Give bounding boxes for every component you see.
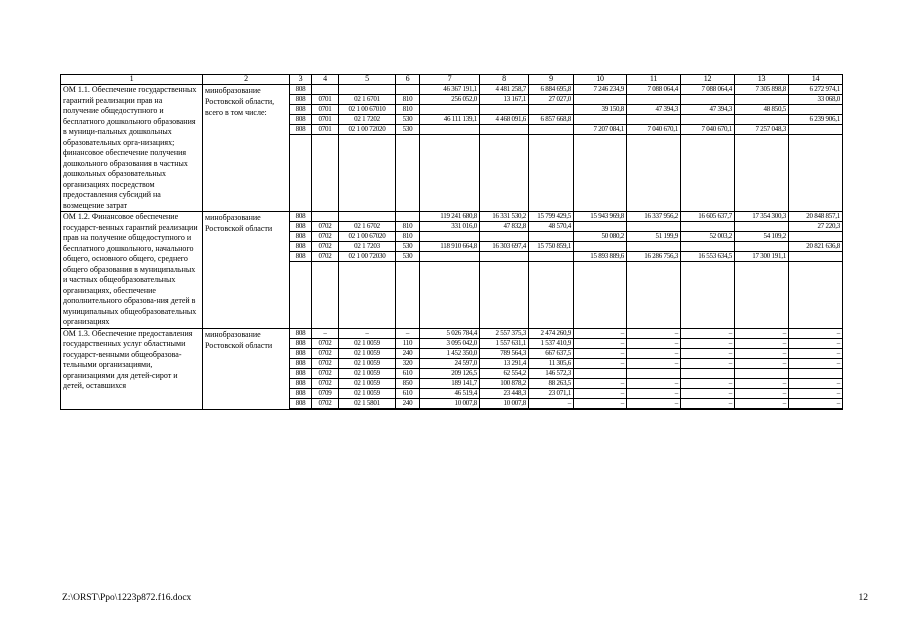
column-number: 8 [480, 75, 529, 85]
table-cell: – [735, 358, 789, 368]
table-cell: 02 1 0059 [339, 368, 396, 378]
empty-cell [574, 408, 627, 409]
table-cell [480, 125, 529, 135]
table-cell: 240 [396, 348, 420, 358]
footer-file-path: Z:\ORST\Ppo\1223p872.f16.docx [62, 593, 192, 603]
table-cell: 16 605 637,7 [681, 212, 735, 222]
table-cell: 808 [290, 242, 312, 252]
table-cell: 13 291,4 [480, 358, 529, 368]
table-cell: – [396, 328, 420, 338]
table-cell: 808 [290, 252, 312, 262]
column-number: 9 [529, 75, 574, 85]
table-cell: 6 884 695,8 [529, 85, 574, 95]
table-cell: 1 452 350,0 [420, 348, 480, 358]
table-cell: 808 [290, 232, 312, 242]
table-cell: 1 537 410,9 [529, 338, 574, 348]
table-cell: 11 305,6 [529, 358, 574, 368]
column-number: 4 [312, 75, 339, 85]
table-cell: – [339, 328, 396, 338]
table-cell: 10 007,8 [480, 398, 529, 408]
table-cell: 6 857 668,8 [529, 115, 574, 125]
empty-cell [396, 408, 420, 409]
table-cell: – [735, 378, 789, 388]
table-cell [681, 222, 735, 232]
empty-cell [735, 408, 789, 409]
table-cell: – [627, 358, 681, 368]
table-cell: 808 [290, 85, 312, 95]
table-cell: 6 239 906,1 [789, 115, 843, 125]
table-cell: 02 1 7202 [339, 115, 396, 125]
table-cell: 189 141,7 [420, 378, 480, 388]
table-cell: – [627, 338, 681, 348]
table-cell [312, 85, 339, 95]
table-cell: 808 [290, 368, 312, 378]
empty-cell [480, 408, 529, 409]
empty-cell [529, 135, 574, 212]
table-cell: – [735, 338, 789, 348]
table-cell [681, 115, 735, 125]
table-cell: 3 095 042,0 [420, 338, 480, 348]
table-cell [339, 212, 396, 222]
table-cell: 808 [290, 105, 312, 115]
table-cell: 530 [396, 242, 420, 252]
column-number: 14 [789, 75, 843, 85]
empty-cell [574, 262, 627, 329]
table-cell: 7 088 064,4 [681, 85, 735, 95]
table-cell: – [627, 398, 681, 408]
table-cell: 02 1 0059 [339, 348, 396, 358]
executor-cell: минобразование Ростовской области [203, 212, 290, 329]
empty-cell [789, 408, 843, 409]
table-cell: 0702 [312, 252, 339, 262]
table-cell: – [735, 388, 789, 398]
empty-cell [574, 135, 627, 212]
table-cell [574, 95, 627, 105]
table-cell: 0702 [312, 242, 339, 252]
table-cell: 5 026 784,4 [420, 328, 480, 338]
table-cell [574, 222, 627, 232]
measure-description: ОМ 1.1. Обеспечение государственных гарантий реализации прав на получение общедоступного и бесплатного дошкольного образования в муници-пальных дошкольных образовательных орга-низациях; финансовое обеспечение получения дошкольного образования в частных дошкольных образовательных организациях посредством предоставления субсидий на возмещение затрат [61, 85, 203, 212]
table-cell: 789 564,3 [480, 348, 529, 358]
empty-cell [789, 262, 843, 329]
table-cell: 810 [396, 222, 420, 232]
table-cell [735, 242, 789, 252]
header-row [61, 75, 843, 85]
table-cell [789, 125, 843, 135]
table-cell [735, 368, 789, 378]
column-number: 5 [339, 75, 396, 85]
empty-cell [339, 408, 396, 409]
table-cell: 48 570,4 [529, 222, 574, 232]
table-cell: 530 [396, 125, 420, 135]
measure-description: ОМ 1.3. Обеспечение предоставления государственных услуг областными государст-венными общеобразова-тельными организациями, организациями для детей-сирот и детей, оставшихся [61, 328, 203, 409]
table-cell [627, 368, 681, 378]
column-number: 3 [290, 75, 312, 85]
table-cell: 808 [290, 358, 312, 368]
table-cell: 39 150,8 [574, 105, 627, 115]
table-cell: 27 220,3 [789, 222, 843, 232]
table-cell: 0702 [312, 348, 339, 358]
table-cell: 331 016,0 [420, 222, 480, 232]
table-cell [681, 368, 735, 378]
page-number: 12 [858, 593, 868, 603]
table-cell: – [627, 348, 681, 358]
table-cell: 7 305 898,8 [735, 85, 789, 95]
empty-cell [290, 262, 312, 329]
table-cell: – [574, 348, 627, 358]
table-cell: 16 337 956,2 [627, 212, 681, 222]
table-cell: 16 553 634,5 [681, 252, 735, 262]
table-cell [681, 242, 735, 252]
table-cell: 0701 [312, 125, 339, 135]
table-cell: 51 199,9 [627, 232, 681, 242]
table-cell: 0702 [312, 368, 339, 378]
table-cell: – [574, 388, 627, 398]
table-cell: – [574, 358, 627, 368]
table-cell: 7 257 048,3 [735, 125, 789, 135]
table-cell [789, 232, 843, 242]
table-cell: 808 [290, 115, 312, 125]
table-cell [574, 242, 627, 252]
table-cell: – [789, 328, 843, 338]
empty-cell [290, 408, 312, 409]
table-cell: 100 878,2 [480, 378, 529, 388]
empty-cell [420, 408, 480, 409]
empty-cell [529, 408, 574, 409]
table-cell: 46 367 191,1 [420, 85, 480, 95]
table-cell: 10 007,8 [420, 398, 480, 408]
table-cell: – [574, 378, 627, 388]
table-cell: 54 109,2 [735, 232, 789, 242]
table-cell: 88 263,5 [529, 378, 574, 388]
table-cell: 20 848 857,1 [789, 212, 843, 222]
table-cell: 0702 [312, 378, 339, 388]
table-cell: 256 052,0 [420, 95, 480, 105]
table-cell [480, 232, 529, 242]
table-row [61, 85, 843, 95]
table-cell: 4 481 258,7 [480, 85, 529, 95]
table-cell: – [735, 348, 789, 358]
table-cell [420, 232, 480, 242]
table-cell: 02 1 0059 [339, 358, 396, 368]
table-cell [681, 95, 735, 105]
table-cell: 17 300 191,1 [735, 252, 789, 262]
table-cell [574, 368, 627, 378]
empty-cell [339, 262, 396, 329]
empty-cell [420, 135, 480, 212]
empty-cell [312, 408, 339, 409]
empty-cell [339, 135, 396, 212]
table-cell: 47 394,3 [681, 105, 735, 115]
table-cell: – [735, 398, 789, 408]
table-cell: 610 [396, 388, 420, 398]
measure-description: ОМ 1.2. Финансовое обеспечение государст-венных гарантий реализации прав на получение общедоступного и бесплатного дошкольного, начального общего, основного общего, среднего общего образования в муниципальных и частных общеобразовательных организациях, обеспечение дополнительного образова-ния детей в муниципальных общеобразовательных организациях [61, 212, 203, 329]
table-cell [627, 115, 681, 125]
table-cell: 02 1 6702 [339, 222, 396, 232]
table-cell: 808 [290, 398, 312, 408]
table-cell: 808 [290, 328, 312, 338]
table-cell: – [789, 358, 843, 368]
table-cell: 15 799 429,5 [529, 212, 574, 222]
table-row [61, 328, 843, 338]
empty-cell [735, 135, 789, 212]
table-cell [735, 115, 789, 125]
table-cell: 209 126,5 [420, 368, 480, 378]
table-cell: – [789, 338, 843, 348]
executor-cell: минобразование Ростовской области [203, 328, 290, 409]
table-cell: 02 1 5801 [339, 398, 396, 408]
column-number: 13 [735, 75, 789, 85]
table-cell: 850 [396, 378, 420, 388]
table-cell [529, 125, 574, 135]
table-cell: 0702 [312, 358, 339, 368]
table-cell: 0702 [312, 338, 339, 348]
table-cell: 7 040 670,1 [681, 125, 735, 135]
table-cell: – [627, 378, 681, 388]
empty-cell [735, 262, 789, 329]
table-cell: – [789, 348, 843, 358]
table-cell: 119 241 680,8 [420, 212, 480, 222]
table-cell: 02 1 6701 [339, 95, 396, 105]
executor-cell: минобразование Ростовской области, всего в том числе: [203, 85, 290, 212]
empty-cell [396, 262, 420, 329]
table-cell: 610 [396, 368, 420, 378]
table-cell: – [789, 388, 843, 398]
table-cell: – [574, 398, 627, 408]
table-cell: 02 1 0059 [339, 388, 396, 398]
table-cell: – [681, 388, 735, 398]
table-cell: 33 068,0 [789, 95, 843, 105]
column-number: 2 [203, 75, 290, 85]
table-cell: 808 [290, 95, 312, 105]
empty-cell [480, 262, 529, 329]
table-cell [312, 212, 339, 222]
table-cell: 808 [290, 388, 312, 398]
empty-cell [681, 135, 735, 212]
table-cell: 47 394,3 [627, 105, 681, 115]
budget-table [60, 74, 843, 410]
table-cell: 810 [396, 232, 420, 242]
table-cell: 0702 [312, 222, 339, 232]
table-cell: 20 821 636,8 [789, 242, 843, 252]
table-cell [529, 105, 574, 115]
column-number: 6 [396, 75, 420, 85]
table-cell: 0702 [312, 398, 339, 408]
empty-cell [627, 262, 681, 329]
empty-cell [789, 135, 843, 212]
empty-cell [420, 262, 480, 329]
table-cell: – [627, 388, 681, 398]
table-cell: 13 167,1 [480, 95, 529, 105]
table-cell [627, 242, 681, 252]
table-cell: 16 303 697,4 [480, 242, 529, 252]
table-cell: 24 597,0 [420, 358, 480, 368]
table-cell: – [627, 328, 681, 338]
table-cell: – [681, 398, 735, 408]
table-cell: 62 554,2 [480, 368, 529, 378]
table-cell [529, 232, 574, 242]
table-cell: 808 [290, 222, 312, 232]
table-cell: 52 003,2 [681, 232, 735, 242]
column-number: 7 [420, 75, 480, 85]
empty-cell [312, 135, 339, 212]
table-cell: 0701 [312, 115, 339, 125]
table-cell [735, 222, 789, 232]
table-cell [396, 212, 420, 222]
empty-cell [290, 135, 312, 212]
table-cell: – [574, 328, 627, 338]
table-cell: 15 750 859,1 [529, 242, 574, 252]
table-cell: – [681, 338, 735, 348]
table-cell: 16 286 756,3 [627, 252, 681, 262]
empty-cell [627, 135, 681, 212]
table-cell: – [735, 328, 789, 338]
table-cell: 2 557 375,3 [480, 328, 529, 338]
table-cell: 118 910 664,8 [420, 242, 480, 252]
table-cell: 02 1 0059 [339, 338, 396, 348]
empty-cell [681, 408, 735, 409]
table-cell [480, 105, 529, 115]
table-cell: – [789, 378, 843, 388]
table-cell [574, 115, 627, 125]
table-cell: 4 468 091,6 [480, 115, 529, 125]
column-number: 11 [627, 75, 681, 85]
table-cell: 48 850,5 [735, 105, 789, 115]
table-cell [420, 105, 480, 115]
table-cell: 02 1 7203 [339, 242, 396, 252]
table-cell [789, 252, 843, 262]
table-cell: – [529, 398, 574, 408]
table-cell: 02 1 00 72030 [339, 252, 396, 262]
table-cell: 02 1 00 72020 [339, 125, 396, 135]
table-cell: 7 040 670,1 [627, 125, 681, 135]
table-cell [789, 368, 843, 378]
table-cell: 15 943 969,8 [574, 212, 627, 222]
table-cell: – [574, 338, 627, 348]
empty-cell [681, 262, 735, 329]
table-cell: 1 557 631,1 [480, 338, 529, 348]
table-cell: 15 893 889,6 [574, 252, 627, 262]
table-cell [529, 252, 574, 262]
table-cell: 46 519,4 [420, 388, 480, 398]
table-cell: 2 474 260,9 [529, 328, 574, 338]
table-cell: 7 088 064,4 [627, 85, 681, 95]
table-cell: 530 [396, 252, 420, 262]
table-cell: 7 207 084,1 [574, 125, 627, 135]
table-cell: 808 [290, 378, 312, 388]
table-cell: 530 [396, 115, 420, 125]
table-cell: 240 [396, 398, 420, 408]
table-cell: 110 [396, 338, 420, 348]
table-cell: 7 246 234,9 [574, 85, 627, 95]
column-number: 1 [61, 75, 203, 85]
table-cell: 02 1 00 67010 [339, 105, 396, 115]
table-cell: 46 111 139,1 [420, 115, 480, 125]
table-cell: 23 448,3 [480, 388, 529, 398]
table-cell: 0709 [312, 388, 339, 398]
table-cell [735, 95, 789, 105]
table-cell: 23 071,1 [529, 388, 574, 398]
table-cell [339, 85, 396, 95]
table-cell: 47 832,8 [480, 222, 529, 232]
table-cell: 808 [290, 338, 312, 348]
table-cell [396, 85, 420, 95]
table-cell [420, 125, 480, 135]
table-cell: 6 272 974,1 [789, 85, 843, 95]
table-cell: 808 [290, 125, 312, 135]
table-cell: 808 [290, 212, 312, 222]
table-cell: 27 027,0 [529, 95, 574, 105]
table-cell: 02 1 00 67020 [339, 232, 396, 242]
table-cell: 810 [396, 95, 420, 105]
table-cell: – [789, 398, 843, 408]
table-cell: 50 080,2 [574, 232, 627, 242]
table-cell: 320 [396, 358, 420, 368]
column-number: 10 [574, 75, 627, 85]
table-cell: – [681, 358, 735, 368]
table-cell: 0701 [312, 105, 339, 115]
table-cell [627, 95, 681, 105]
table-cell: 0702 [312, 232, 339, 242]
table-cell: 667 637,5 [529, 348, 574, 358]
empty-cell [529, 262, 574, 329]
table-cell: 16 331 530,2 [480, 212, 529, 222]
table-cell: 17 354 300,3 [735, 212, 789, 222]
table-cell: 0701 [312, 95, 339, 105]
column-number: 12 [681, 75, 735, 85]
empty-cell [312, 262, 339, 329]
table-cell: – [312, 328, 339, 338]
table-cell [420, 252, 480, 262]
empty-cell [396, 135, 420, 212]
table-row [61, 212, 843, 222]
table-cell: – [681, 328, 735, 338]
table-cell [480, 252, 529, 262]
empty-cell [627, 408, 681, 409]
empty-cell [480, 135, 529, 212]
table-cell: – [681, 348, 735, 358]
table-cell: 146 572,3 [529, 368, 574, 378]
table-cell [627, 222, 681, 232]
table-cell: 808 [290, 348, 312, 358]
table-cell: 02 1 0059 [339, 378, 396, 388]
table-cell: 810 [396, 105, 420, 115]
table-cell: – [681, 378, 735, 388]
table-cell [789, 105, 843, 115]
